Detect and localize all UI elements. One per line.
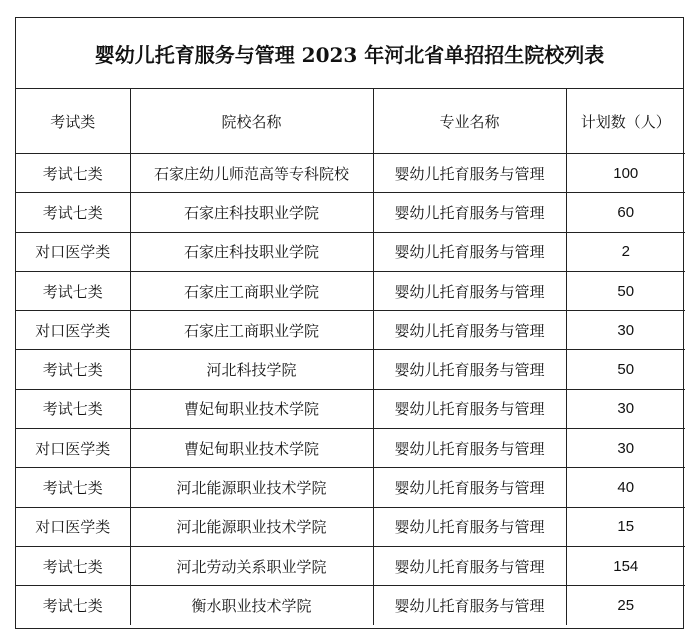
exam-type-cell: 对口医学类 — [16, 429, 130, 468]
major-name-cell: 婴幼儿托育服务与管理 — [373, 193, 566, 232]
plan-count-cell: 30 — [566, 389, 685, 428]
exam-type-cell: 对口医学类 — [16, 311, 130, 350]
exam-type-cell: 考试七类 — [16, 193, 130, 232]
school-list-table — [16, 89, 685, 625]
table-row — [16, 546, 685, 585]
major-name-cell: 婴幼儿托育服务与管理 — [373, 507, 566, 546]
table-row — [16, 429, 685, 468]
major-name-cell: 婴幼儿托育服务与管理 — [373, 311, 566, 350]
exam-type-cell: 考试七类 — [16, 546, 130, 585]
table-body — [16, 154, 685, 625]
school-name-cell: 河北能源职业技术学院 — [130, 468, 373, 507]
header-major-name: 专业名称 — [373, 89, 566, 154]
school-name-cell: 河北能源职业技术学院 — [130, 507, 373, 546]
table-row — [16, 389, 685, 428]
exam-type-cell: 考试七类 — [16, 389, 130, 428]
school-name-cell: 石家庄科技职业学院 — [130, 193, 373, 232]
plan-count-cell: 60 — [566, 193, 685, 232]
plan-count-cell: 30 — [566, 311, 685, 350]
major-name-cell: 婴幼儿托育服务与管理 — [373, 232, 566, 271]
plan-count-cell: 154 — [566, 546, 685, 585]
plan-count-cell: 30 — [566, 429, 685, 468]
major-name-cell: 婴幼儿托育服务与管理 — [373, 271, 566, 310]
header-row — [16, 89, 685, 154]
school-name-cell: 石家庄科技职业学院 — [130, 232, 373, 271]
exam-type-cell: 考试七类 — [16, 586, 130, 625]
major-name-cell: 婴幼儿托育服务与管理 — [373, 468, 566, 507]
plan-count-cell: 40 — [566, 468, 685, 507]
school-name-cell: 河北科技学院 — [130, 350, 373, 389]
exam-type-cell: 考试七类 — [16, 350, 130, 389]
major-name-cell: 婴幼儿托育服务与管理 — [373, 429, 566, 468]
major-name-cell: 婴幼儿托育服务与管理 — [373, 546, 566, 585]
exam-type-cell: 考试七类 — [16, 271, 130, 310]
exam-type-cell: 考试七类 — [16, 154, 130, 193]
plan-count-cell: 50 — [566, 271, 685, 310]
table-row — [16, 271, 685, 310]
plan-count-cell: 2 — [566, 232, 685, 271]
table-row — [16, 193, 685, 232]
major-name-cell: 婴幼儿托育服务与管理 — [373, 154, 566, 193]
exam-type-cell: 对口医学类 — [16, 507, 130, 546]
plan-count-cell: 50 — [566, 350, 685, 389]
major-name-cell: 婴幼儿托育服务与管理 — [373, 586, 566, 625]
plan-count-cell: 100 — [566, 154, 685, 193]
school-name-cell: 曹妃甸职业技术学院 — [130, 389, 373, 428]
table-row — [16, 232, 685, 271]
school-name-cell: 河北劳动关系职业学院 — [130, 546, 373, 585]
table-row — [16, 586, 685, 625]
table-row — [16, 311, 685, 350]
header-exam-type: 考试类 — [16, 89, 130, 154]
major-name-cell: 婴幼儿托育服务与管理 — [373, 350, 566, 389]
table-row — [16, 507, 685, 546]
school-name-cell: 曹妃甸职业技术学院 — [130, 429, 373, 468]
table-row — [16, 350, 685, 389]
header-plan-count: 计划数（人） — [566, 89, 685, 154]
plan-count-cell: 15 — [566, 507, 685, 546]
exam-type-cell: 考试七类 — [16, 468, 130, 507]
major-name-cell: 婴幼儿托育服务与管理 — [373, 389, 566, 428]
school-name-cell: 石家庄工商职业学院 — [130, 311, 373, 350]
school-name-cell: 石家庄工商职业学院 — [130, 271, 373, 310]
table-row — [16, 154, 685, 193]
school-list-table-frame — [15, 17, 684, 629]
school-name-cell: 衡水职业技术学院 — [130, 586, 373, 625]
plan-count-cell: 25 — [566, 586, 685, 625]
school-name-cell: 石家庄幼儿师范高等专科院校 — [130, 154, 373, 193]
exam-type-cell: 对口医学类 — [16, 232, 130, 271]
header-school-name: 院校名称 — [130, 89, 373, 154]
table-row — [16, 468, 685, 507]
table-title: 婴幼儿托育服务与管理 2023 年河北省单招招生院校列表 — [16, 18, 683, 89]
